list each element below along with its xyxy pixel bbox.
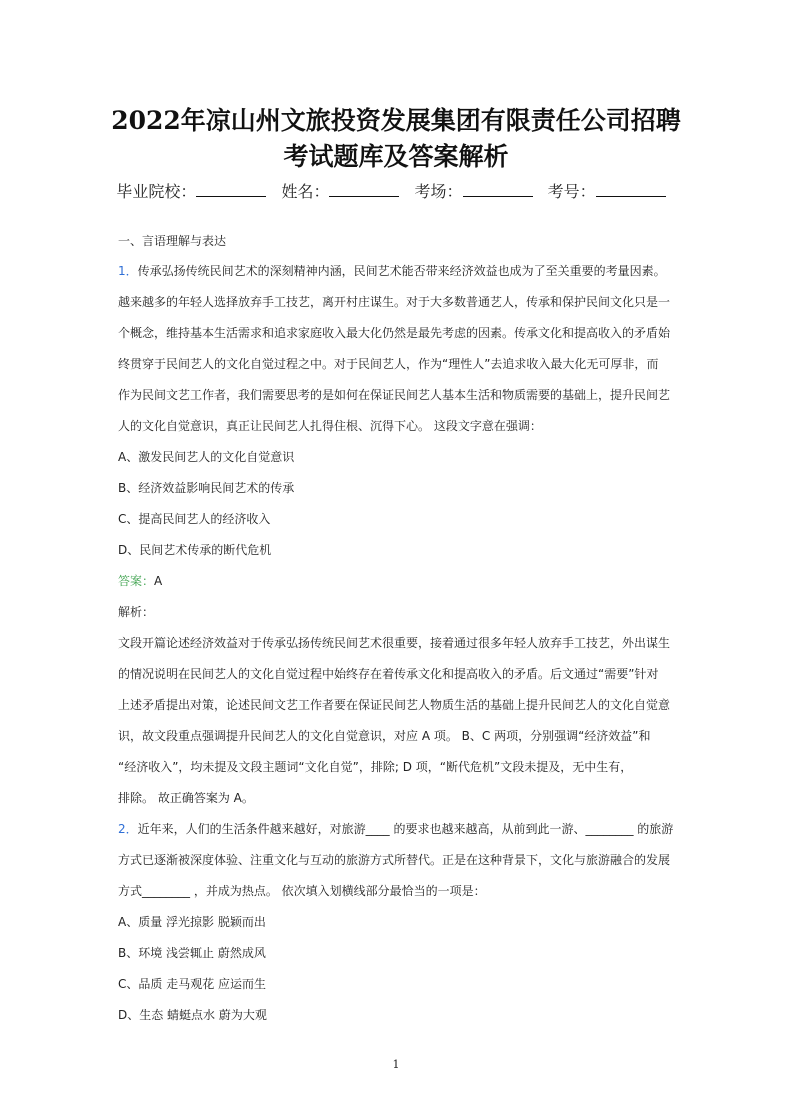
question-2-number: 2． [118,822,138,836]
question-1-option-d: D、民间艺术传承的断代危机 [118,543,272,557]
question-1-analysis-label: 解析： [118,605,155,619]
analysis-line-3: 上述矛盾提出对策，论述民间文艺工作者要在保证民间艺人物质生活的基础上提升民间艺人的文化自觉意 [118,698,671,712]
question-1-line-4: 终贯穿于民间艺人的文化自觉过程之中。对于民间艺人，作为“理性人”去追求收入最大化无可厚非，而 [118,357,659,371]
question-1-option-b: B、经济效益影响民间艺术的传承 [118,481,295,495]
name-label: 姓名： [281,182,330,201]
analysis-line-6: 排除。 故正确答案为 A。 [118,791,254,805]
question-2-line-1: 2．近年来，人们的生活条件越来越好，对旅游____ 的要求也越来越高，从前到此一游、________ 的旅游 [118,822,674,836]
question-2-option-d: D、生态 蜻蜓点水 蔚为大观 [118,1008,267,1022]
question-2-option-c: C、品质 走马观花 应运而生 [118,977,267,991]
exam-room-label: 考场： [414,182,463,201]
question-1-option-c: C、提高民间艺人的经济收入 [118,512,271,526]
question-1-line-2: 越来越多的年轻人选择放弃手工技艺，离开村庄谋生。对于大多数普通艺人，传承和保护民间文化只是一 [118,295,671,309]
analysis-line-2: 的情况说明在民间艺人的文化自觉过程中始终存在着传承文化和提高收入的矛盾。后文通过“需要”针对 [118,667,659,681]
question-1-option-a: A、激发民间艺人的文化自觉意识 [118,450,295,464]
analysis-line-4: 识，故文段重点强调提升民间艺人的文化自觉意识，对应 A 项。 B、C 两项，分别强调“经济效益”和 [118,729,651,743]
question-2-line-3: 方式________ ，并成为热点。 依次填入划横线部分最恰当的一项是： [118,884,486,898]
school-label: 毕业院校： [116,182,197,201]
section-title: 一、言语理解与表达 [118,234,227,248]
question-2-line-2: 方式已逐渐被深度体验、注重文化与互动的旅游方式所替代。正是在这种背景下，文化与旅游融合的发展 [118,853,671,867]
document-title-line1: 2022年凉山州文旅投资发展集团有限责任公司招聘 [111,106,681,135]
question-1-line-5: 作为民间文艺工作者，我们需要思考的是如何在保证民间艺人基本生活和物质需要的基础上，提升民间艺 [118,388,671,402]
question-1-line-6: 人的文化自觉意识，真正让民间艺人扎得住根、沉得下心。 这段文字意在强调： [118,419,542,433]
document-title-line2: 考试题库及答案解析 [283,142,509,171]
analysis-line-1: 文段开篇论述经济效益对于传承弘扬传统民间艺术很重要，接着通过很多年轻人放弃手工技艺，外出谋生 [118,636,671,650]
candidate-info-row [0,180,792,204]
name-blank[interactable] [329,180,399,197]
question-2-option-b: B、环境 浅尝辄止 蔚然成风 [118,946,266,960]
exam-room-blank[interactable] [463,180,533,197]
question-1-number: 1． [118,264,138,278]
question-1-line-1: 1．传承弘扬传统民间艺术的深刻精神内涵，民间艺术能否带来经济效益也成为了至关重要的考量因素。 [118,264,666,278]
question-2-option-a: A、质量 浮光掠影 脱颖而出 [118,915,266,929]
question-1-line-3: 个概念，维持基本生活需求和追求家庭收入最大化仍然是最先考虑的因素。传承文化和提高收入的矛盾始 [118,326,671,340]
answer-value: A [154,574,163,588]
page-number: 1 [392,1058,400,1071]
analysis-line-5: “经济收入”，均未提及文段主题词“文化自觉”，排除; D 项，“断代危机”文段未提及，无中生有， [118,760,633,774]
document-body [118,226,674,1031]
exam-number-blank[interactable] [596,180,666,197]
question-1-answer [118,566,674,597]
answer-label: 答案： [118,574,155,588]
school-blank[interactable] [196,180,266,197]
exam-number-label: 考号： [547,182,596,201]
